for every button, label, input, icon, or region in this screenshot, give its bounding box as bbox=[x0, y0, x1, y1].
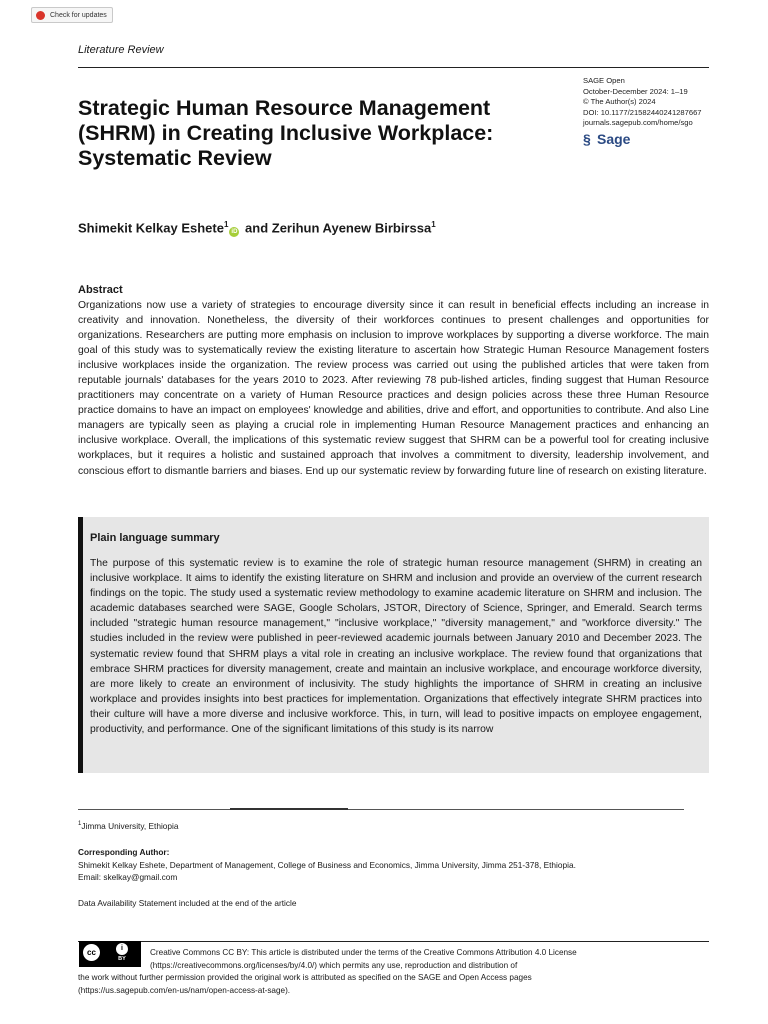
sage-logo bbox=[583, 131, 630, 147]
abstract-heading: Abstract bbox=[78, 284, 123, 296]
abstract-text: Organizations now use a variety of strategies to encourage diversity since it can result in beneficial effects including an increase in creativity and innovation. Nonetheless, the diversity of their workforces continues to present challenges and opportunities for organizations. Researchers are putting more emphasis on inclusion to improve workplaces by supporting a diverse workforce. The main goal of this study was to systematically review the existing literature to ascertain how Strategic Human Resource Management fosters inclusive workplaces inside the organization. The review process was carried out using the published articles that were taken from reputable journals' databases for the years 2010 to 2023. After reviewing 78 pub-lished articles, finding suggest that Human Resource practitioners may concentrate on a variety of Human Resource practices and design policies across these three Human Resource practice domains to have an impact on employees' knowledge and abilities, drive and effort, and opportunities to contribute. And also Line managers are typically seen as playing a crucial role in implementing Human Resource Management practices and enhancing an inclusive workplace. Overall, the implications of this systematic review suggest that SHRM can be a powerful tool for creating inclusive workplaces, but it requires a holistic and sustained approach that involves a commitment to diversity, leadership involvement, and conscious effort to dismantle barriers and biases. End up our systematic review by forwarding future line of research on existing literature. bbox=[78, 300, 709, 477]
plain-language-text: The purpose of this systematic review is to examine the role of strategic human resource management (SHRM) in creating an inclusive workplace. It aims to identify the existing literature on SHRM and inclusion and provide an overview of the current research findings on the topic. The study used a systematic review methodology to examine academic literature on SHRM and inclusion. The academic databases searched were SAGE, Google Scholars, JSTOR, Directory of Science, Springer, and Emerald. Search terms included "strategic human resource management," "inclusive workplace," "diversity management," and "workforce diversity." The studies included in the review were published in peer-reviewed academic journals between January 2010 and December 2023. The systematic review found that SHRM plays a vital role in creating an inclusive workplace. The review found that organizations that embrace SHRM practices for diversity management, create and maintain an inclusive workplace, and encourage workforce diversity, are more likely to create an environment of inclusivity. The study highlights the importance of SHRM in creating an inclusive workplace and provides insights into best practices for implementation. Organizations that effectively integrate SHRM practices into their culture will have a more diverse and inclusive workforce. This, in turn, will lead to positive impacts on employee engagement, productivity, and performance. One of the significant limitations of this study is its narrow bbox=[90, 558, 702, 736]
section-label: Literature Review bbox=[78, 44, 164, 56]
author-line bbox=[78, 220, 436, 237]
meta-journal: SAGE Open bbox=[583, 76, 625, 85]
meta-doi[interactable]: DOI: 10.1177/21582440241287667 bbox=[583, 107, 702, 117]
sage-s-icon: § bbox=[583, 131, 591, 147]
corresponding-email[interactable]: Email: skelkay@gmail.com bbox=[78, 872, 178, 882]
author-2: Zerihun Ayenew Birbirssa bbox=[271, 220, 432, 236]
orcid-icon[interactable]: iD bbox=[231, 229, 238, 236]
by-label: BY bbox=[118, 956, 126, 962]
author-1-affil: 1 bbox=[223, 220, 229, 229]
footnote-divider bbox=[78, 809, 684, 810]
check-for-updates-label: Check for updates bbox=[50, 12, 107, 19]
data-availability: Data Availability Statement included at the end of the article bbox=[78, 898, 297, 908]
affiliation-sup: 1 bbox=[78, 821, 82, 828]
crossmark-icon bbox=[36, 11, 45, 20]
person-icon: i bbox=[116, 943, 128, 955]
author-2-affil: 1 bbox=[431, 220, 436, 229]
license-line-3: the work without further permission provided the original work is attributed as specified on the SAGE and Open Access pages bbox=[78, 973, 532, 982]
journal-meta bbox=[583, 76, 702, 129]
footnote-divider-accent bbox=[230, 808, 348, 810]
corresponding-address: Shimekit Kelkay Eshete, Department of Management, College of Business and Economics, Jimma University, Jimma 251-378, Ethiopia. bbox=[78, 860, 576, 870]
plain-language-bar bbox=[78, 517, 83, 773]
affiliation-text: Jimma University, Ethiopia bbox=[81, 821, 179, 831]
affiliation bbox=[78, 821, 178, 831]
license-text-bottom bbox=[78, 972, 698, 997]
check-for-updates-button[interactable] bbox=[31, 7, 113, 23]
license-line-4[interactable]: (https://us.sagepub.com/en-us/nam/open-access-at-sage). bbox=[78, 985, 291, 995]
sage-logo-text: Sage bbox=[597, 131, 631, 147]
meta-copyright: © The Author(s) 2024 bbox=[583, 97, 656, 107]
meta-issue: October-December 2024: 1–19 bbox=[583, 86, 688, 96]
author-1: Shimekit Kelkay Eshete bbox=[78, 220, 224, 236]
license-line-2[interactable]: (https://creativecommons.org/licenses/by/4.0/) which permits any use, reproduction and distribution of bbox=[150, 960, 518, 970]
license-text-top bbox=[150, 947, 710, 972]
meta-url[interactable]: journals.sagepub.com/home/sgo bbox=[583, 118, 693, 128]
article-title: Strategic Human Resource Management (SHRM) in Creating Inclusive Workplace: Systematic Review bbox=[78, 96, 494, 170]
license-divider bbox=[78, 941, 709, 942]
cc-icon: cc bbox=[83, 944, 100, 961]
plain-language-heading: Plain language summary bbox=[90, 532, 220, 544]
author-conjunction: and bbox=[241, 220, 272, 236]
header-divider bbox=[78, 67, 709, 68]
license-line-1: Creative Commons CC BY: This article is distributed under the terms of the Creative Commons Attribution 4.0 License bbox=[150, 948, 577, 957]
corresponding-heading: Corresponding Author: bbox=[78, 847, 170, 857]
cc-by-badge[interactable] bbox=[79, 941, 141, 967]
corresponding-author bbox=[78, 859, 576, 883]
